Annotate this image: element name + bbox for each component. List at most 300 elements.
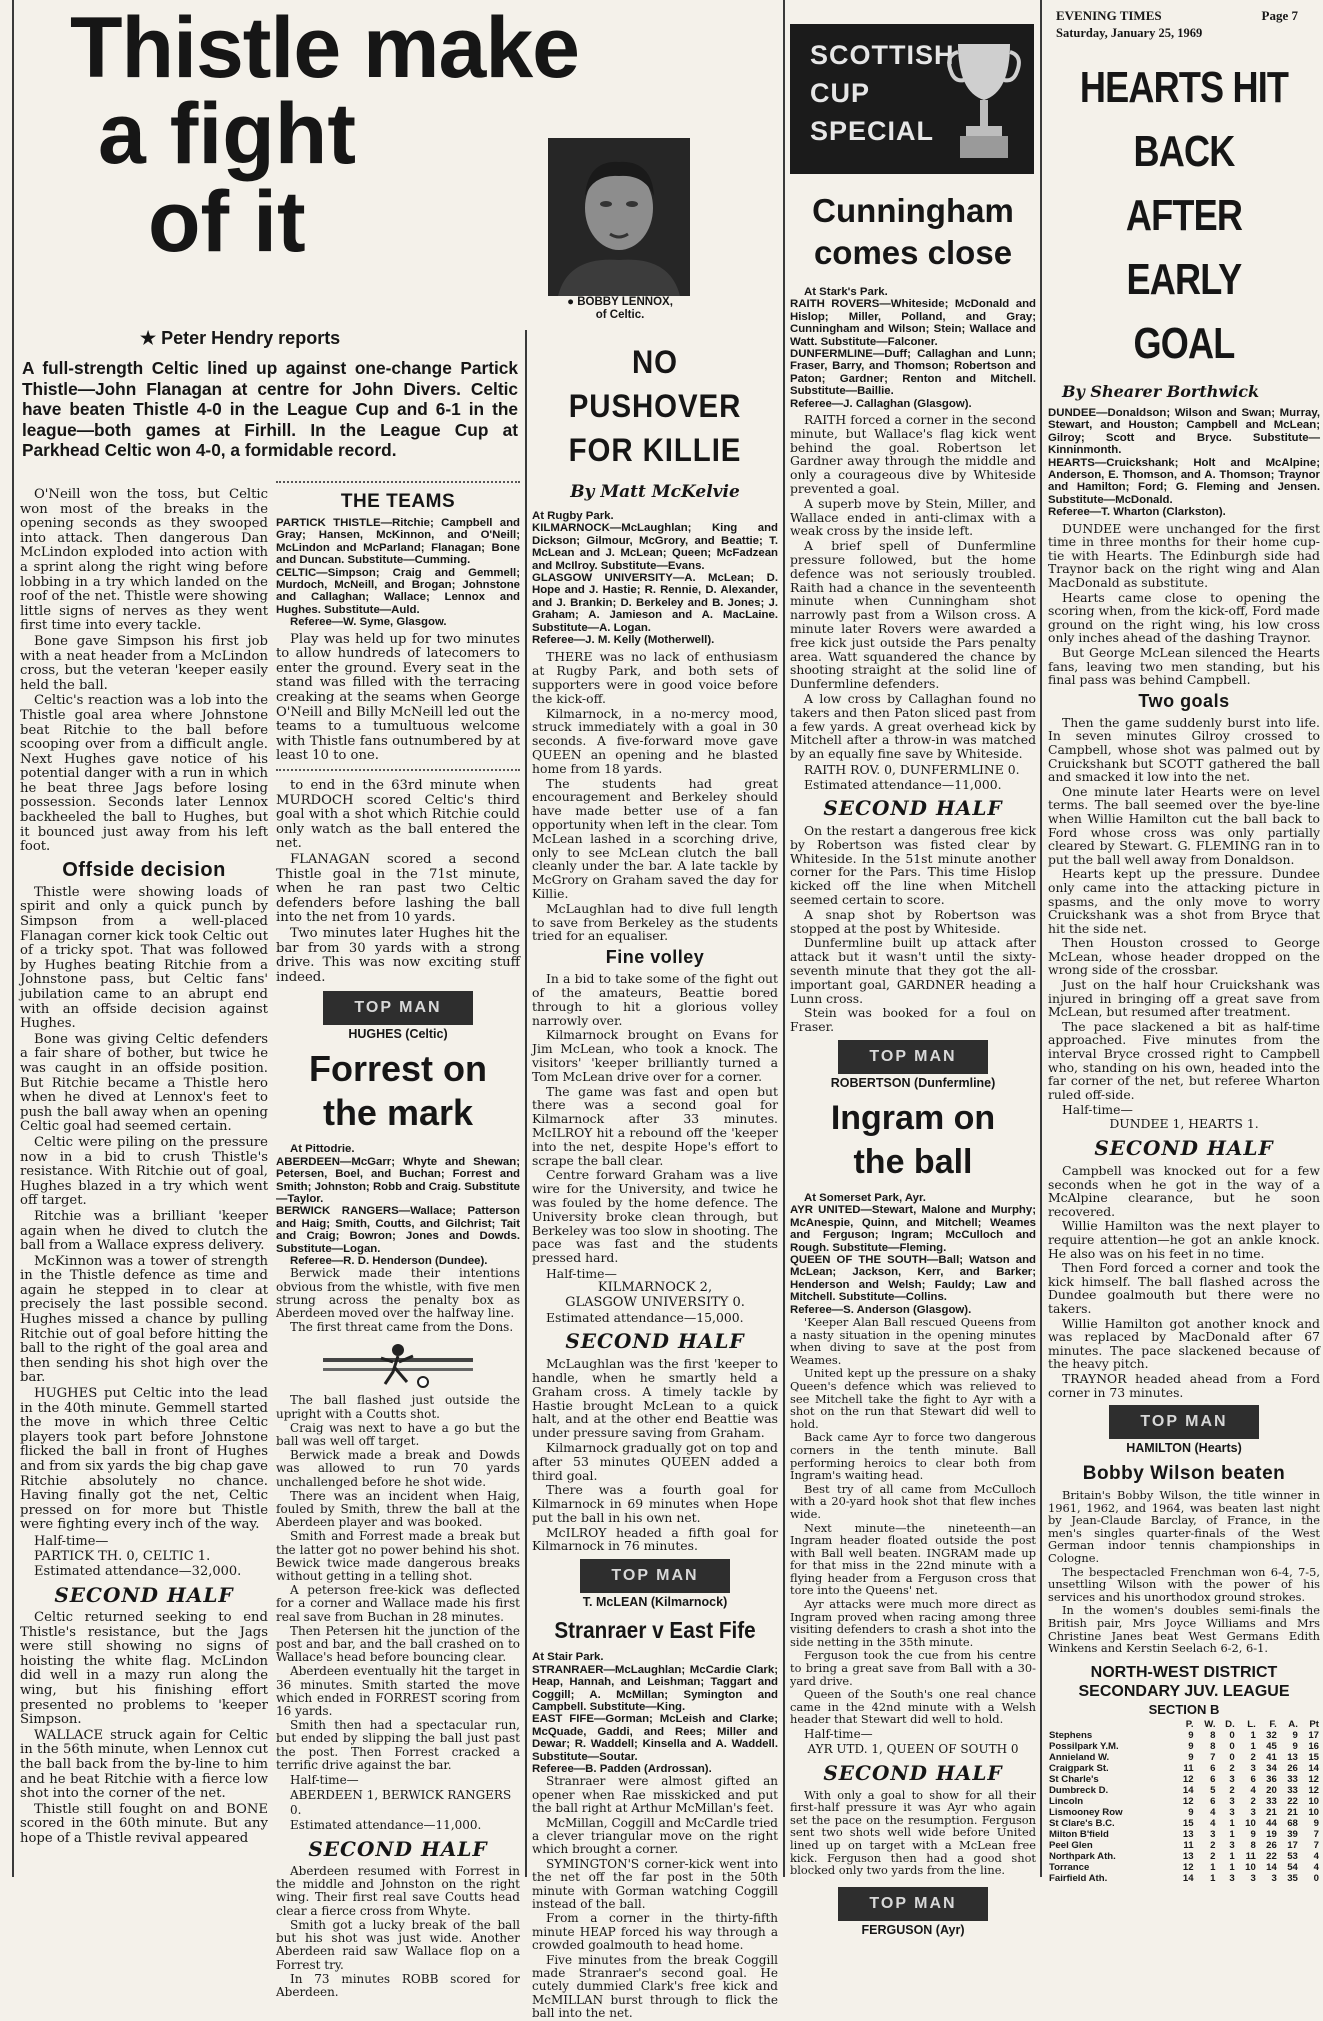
headline-line: Ingram on xyxy=(830,1098,996,1137)
article-paragraph: Berwick made their intentions obvious from the whistle, with five men strung across the penalty box as Aberdeen moved over the halfway line. xyxy=(276,1266,520,1320)
article-paragraph: TRAYNOR headed ahead from a Ford corner in 73 minutes. xyxy=(1048,1370,1320,1400)
stat-cell: 3 xyxy=(1271,1872,1277,1884)
article-paragraph: FLANAGAN scored a second Thistle goal in the 71st minute, when he ran past two Celtic defenders before lashing the ball into the net from 10 yards. xyxy=(276,851,520,926)
team-name: CELTIC xyxy=(276,566,317,579)
lineup-dunfermline xyxy=(790,348,1036,398)
headline-line: Thistle make xyxy=(70,0,579,96)
halftime-score: KILMARNOCK 2, xyxy=(597,1279,713,1295)
article-paragraph: Willie Hamilton got another knock and was replaced by MacDonald after 67 minutes. The pace slackened because of the heavy pitch. xyxy=(1048,1315,1320,1372)
stat-cell: 53 xyxy=(1287,1850,1298,1862)
article-paragraph: Hearts came close to opening the scoring when, from the kick-off, Ford made ground on the right wing, his low cross only inches ahead of the dashing Traynor. xyxy=(1048,589,1320,646)
top-man-name: T. McLEAN (Kilmarnock) xyxy=(582,1595,728,1610)
halftime-label: Half-time— xyxy=(290,1773,359,1788)
masthead-date: Saturday, January 25, 1969 xyxy=(1056,26,1203,40)
stat-cell: 20 xyxy=(1266,1784,1277,1796)
team-cell: Lismooney Row xyxy=(1049,1806,1123,1818)
cunningham-headline xyxy=(790,190,1036,274)
crosshead: Two goals xyxy=(1138,690,1230,711)
article-paragraph: Bone gave Simpson his first job with a neat header from a McLindon cross, but the veteran 'keeper easily held the ball. xyxy=(20,633,268,693)
venue: At Rugby Park. xyxy=(532,510,614,522)
article-paragraph: to end in the 63rd minute when MURDOCH scored Celtic's third goal with a shot which Ritchie could only watch as the ball entered the net. xyxy=(276,778,520,852)
article-paragraph: THERE was no lack of enthusiasm at Rugby Park, and both sets of supporters were in good voice before the kick-off. xyxy=(532,649,778,706)
referee: Referee—J. M. Kelly (Motherwell). xyxy=(532,634,715,647)
league-column-header xyxy=(1048,1719,1174,1730)
headline-line: EARLY GOAL xyxy=(1126,255,1242,368)
top-man-name: HUGHES (Celtic) xyxy=(348,1027,448,1042)
attendance: Estimated attendance—11,000. xyxy=(290,1818,482,1833)
article-paragraph: Kilmarnock gradually got on top and after 53 minutes QUEEN added a third goal. xyxy=(532,1439,778,1483)
halftime-label: Half-time— xyxy=(804,1727,873,1741)
table-row xyxy=(1048,1774,1320,1785)
stat-cell: 6 xyxy=(1210,1762,1216,1774)
team-players: —A. McLean; D. Hope and J. Hastie; R. Rennie, D. Alexander, and J. Brankin; D. Berkeley and B. Jones; J. Graham; A. Jamieson and A. MacLaine. Substitute—A. Logan. xyxy=(532,572,778,634)
crosshead: Fine volley xyxy=(605,947,705,968)
article-paragraph: WALLACE struck again for Celtic in the 56th minute, when Lennox cut the ball back from the by-line to him and he beat Ritchie with a fierce low shot into the corner of the net. xyxy=(20,1727,268,1802)
team-name: STRANRAER xyxy=(532,1663,604,1676)
article-paragraph: The students had great encouragement and Berkeley should have made better use of a fan opportunity when left in the clear. Tom McLean lashed in a scorching drive, only to see McLean clutch the ball cleanly under the bar. A late tackle by McGrory on Graham saved the day for Killie. xyxy=(532,775,778,902)
stat-cell: 3 xyxy=(1250,1806,1256,1818)
venue: At Stair Park. xyxy=(532,1651,604,1664)
second-half-head: SECOND HALF xyxy=(1094,1136,1274,1160)
stat-cell: 34 xyxy=(1266,1762,1277,1774)
stat-cell: 2 xyxy=(1210,1850,1216,1862)
article-paragraph: But George McLean silenced the Hearts fans, leaving two men standing, but his final pass was behind Campbell. xyxy=(1048,645,1320,688)
table-row xyxy=(1048,1796,1320,1807)
stat-cell: 13 xyxy=(1287,1751,1298,1763)
article-paragraph: RAITH forced a corner in the second minute, but Wallace's flag kick went behind the goal. Robertson let Gardner away through the middle and only a courageous dive by Whiteside prevented a goal. xyxy=(790,412,1036,497)
article-paragraph: One minute later Hearts were on level terms. The ball seemed over the bye-line when Willie Hamilton cut the ball back to Ford whose cross was only partially cleared by Stewart. G. FLEMING ran in to put the ball well away from Donaldson. xyxy=(1048,783,1320,867)
stat-cell: 12 xyxy=(1182,1861,1194,1873)
stat-cell: 3 xyxy=(1229,1773,1235,1785)
article-paragraph: With only a goal to show for all their first-half pressure it was Ayr who again set the pace on the resumption. Ferguson sent two shots well wide before United lined up on target with a McLean free kick. Ferguson then had a good shot blocked only two yards from the line. xyxy=(790,1787,1036,1878)
article-paragraph: A peterson free-kick was deflected for a corner and Wallace made his first real save from Buchan in 28 minutes. xyxy=(276,1583,520,1624)
team-name: KILMARNOCK xyxy=(532,522,610,535)
table-row xyxy=(1048,1840,1320,1851)
article-paragraph: Then Houston crossed to George McLean, whose header dropped on the wrong side of the crossbar. xyxy=(1048,935,1320,978)
stat-cell: 11 xyxy=(1245,1850,1256,1862)
stat-cell: 68 xyxy=(1287,1817,1298,1829)
stat-cell: 13 xyxy=(1182,1828,1194,1840)
referee: Referee—T. Wharton (Clarkston). xyxy=(1048,506,1226,519)
stat-cell: 4 xyxy=(1313,1850,1319,1862)
headline-line: a fight xyxy=(98,86,356,182)
stat-cell: 5 xyxy=(1210,1784,1216,1796)
article-paragraph: In 73 minutes ROBB scored for Aberdeen. xyxy=(276,1971,520,1999)
stat-cell: 0 xyxy=(1229,1740,1235,1752)
lineup-berwick xyxy=(276,1205,520,1255)
article-paragraph: There was a fourth goal for Kilmarnock in 69 minutes when Hope put the ball in his own net. xyxy=(532,1482,778,1525)
stat-cell: 17 xyxy=(1287,1839,1298,1851)
cup-logo xyxy=(790,24,1034,174)
team-players: —Wallace; Patterson and Haig; Smith, Coutts, and Gilchrist; Tait and Craig; Bowron; Jones and Dowds. Substitute—Logan. xyxy=(276,1205,520,1255)
article-paragraph: Then Petersen hit the junction of the post and bar, and the ball crashed on to Wallace's head before bouncing clear. xyxy=(276,1623,520,1665)
article-paragraph: Celtic were piling on the pressure now in a bid to crush Thistle's resistance. With Ritchie out of goal, Hughes blazed in a try which went off target. xyxy=(20,1134,268,1209)
stat-cell: 1 xyxy=(1229,1850,1235,1862)
stat-cell: 9 xyxy=(1292,1740,1298,1752)
stat-cell: 22 xyxy=(1287,1795,1298,1807)
stat-cell: 14 xyxy=(1182,1784,1194,1796)
forrest-headline xyxy=(276,1047,520,1135)
stat-cell: 7 xyxy=(1210,1751,1216,1763)
article-paragraph: A low cross by Callaghan found no takers and then Paton sliced past from a few yards. A great overhead kick by Mitchell after a throw-in was matched by an equally fine save by Whiteside. xyxy=(790,691,1036,762)
cup-column xyxy=(790,190,1036,1937)
team-players: —Gorman; McLeish and Clarke; McQuade, Gaddi, and Rees; Miller and Dewar; R. Waddell; Kinsella and A. Waddell. Substitute—Soutar. xyxy=(532,1713,778,1763)
lineup-eastfife xyxy=(532,1713,778,1763)
second-half-head: SECOND HALF xyxy=(565,1329,745,1354)
stat-cell: 9 xyxy=(1188,1729,1194,1741)
stat-cell: 4 xyxy=(1250,1784,1256,1796)
stat-cell: 15 xyxy=(1308,1751,1319,1763)
article-paragraph: McLaughlan was the first 'keeper to handle, when he smartly held a Graham cross. A timely tackle by Hastie brought McLean to a quick halt, and at the other end Beattie was under pressure saving from Graham. xyxy=(532,1356,778,1441)
article-paragraph: A snap shot by Robertson was stopped at the post by Whiteside. xyxy=(790,906,1036,936)
stat-cell: 19 xyxy=(1266,1828,1277,1840)
headline-line: NO PUSHOVER xyxy=(568,344,742,424)
stat-cell: 2 xyxy=(1229,1784,1235,1796)
stat-cell: 10 xyxy=(1245,1817,1256,1829)
team-name: QUEEN OF THE SOUTH xyxy=(790,1253,927,1266)
venue: At Pittodrie. xyxy=(290,1143,355,1156)
halftime-label: Half-time— xyxy=(546,1265,617,1281)
stat-cell: 9 xyxy=(1250,1828,1256,1840)
article-paragraph: Kilmarnock, in a no-mercy mood, struck immediately with a goal in 30 seconds. A five-forward move gave QUEEN an opening and he blasted home from 18 yards. xyxy=(532,705,778,776)
team-cell: Craigpark St. xyxy=(1049,1762,1109,1774)
team-players: —Whiteside; McDonald and Hislop; Miller, Polland, and Gray; Cunningham and Wilson; Stein; Wallace and Watt. Substitute—Falconer. xyxy=(790,298,1036,348)
stat-cell: 8 xyxy=(1250,1839,1256,1851)
article-paragraph: Aberdeen resumed with Forrest in the middle and Johnston on the right wing. Their first real save Coutts head clear a fierce cross from Whyte. xyxy=(276,1864,520,1918)
article-paragraph: A brief spell of Dunfermline pressure followed, but the home defence was not seriously troubled. Raith had a chance in the seventeenth minute when Cunningham shot narrowly past from a Wilson cross. A minute later Rovers were awarded a free kick just outside the Pars penalty area. Watt squandered the chance by shooting straight at the solid line of Dunfermline defenders. xyxy=(790,538,1036,692)
stat-cell: 12 xyxy=(1308,1784,1319,1796)
stat-cell: 35 xyxy=(1287,1872,1298,1884)
column-rule xyxy=(525,330,527,1877)
top-man-badge: TOP MAN xyxy=(838,1040,988,1074)
stat-cell: 16 xyxy=(1308,1740,1319,1752)
stat-cell: 12 xyxy=(1308,1773,1319,1785)
article-paragraph: Ritchie was a brilliant 'keeper again when he dived to clutch the ball from a Wallace express delivery. xyxy=(20,1208,268,1254)
team-name: DUNDEE xyxy=(1048,407,1097,419)
table-row xyxy=(1048,1807,1320,1818)
column-rule xyxy=(12,0,14,1877)
stat-cell: 3 xyxy=(1229,1806,1235,1818)
article-paragraph: McMillan, Coggill and McCardle tried a clever triangular move on the right which brought a corner. xyxy=(532,1815,778,1857)
article-paragraph: McILROY headed a fifth goal for Kilmarnock in 76 minutes. xyxy=(532,1524,778,1554)
killie-byline: By Matt McKelvie xyxy=(570,482,740,502)
stat-cell: 26 xyxy=(1266,1839,1277,1851)
article-paragraph: Centre forward Graham was a live wire for the University, and twice he was fouled by the home defence. The University broke clean through, but Berkeley was too slow in shooting. The pace was fast and the students pressed hard. xyxy=(532,1167,778,1266)
article-paragraph: McKinnon was a tower of strength in the Thistle defence as time and again he stepped in to clear at precisely the last possible second. Hughes missed a chance by pulling Ritchie out of goal before hitting the ball to the right of the goal area and then sending his shot high over the bar. xyxy=(20,1253,268,1386)
article-paragraph: O'Neill won the toss, but Celtic won most of the breaks in the opening seconds as they swooped into attack. Then dangerous Dan McLindon exploded into action with a sprint along the right wing before lobbing in a try which landed on the roof of the net. Thistle were showing little signs of nerves as they went first time into every tackle. xyxy=(20,487,268,634)
lineup-hearts xyxy=(1048,457,1320,507)
article-paragraph: Berwick made a break and Dowds was allowed to run 70 yards unchallenged before he shot wide. xyxy=(276,1448,520,1489)
attendance: Estimated attendance—15,000. xyxy=(546,1310,744,1326)
table-row xyxy=(1048,1829,1320,1840)
team-name: RAITH ROVERS xyxy=(790,298,880,311)
intro-paragraph: A full-strength Celtic lined up against one-change Partick Thistle—John Flanagan at centre for John Divers. Celtic have beaten Thistle 4-0 in the League Cup and 6-1 in the league—both games at Firhill. In the League Cup at Parkhead Celtic won 4-0, a formidable record. xyxy=(22,358,518,461)
article-paragraph: HUGHES put Celtic into the lead in the 40th minute. Gemmell started the move in which three Celtic players took part before Johnstone flicked the ball in front of Hughes and from six yards the big chap gave Ritchie absolutely no chance. Having finally got the net, Celtic pressed on for more but Thistle were fighting every inch of the way. xyxy=(20,1386,268,1533)
stat-cell: 3 xyxy=(1229,1839,1235,1851)
halftime-score: PARTICK TH. 0, CELTIC 1. xyxy=(34,1548,211,1564)
article-paragraph: Smith then had a spectacular run, but ended by slipping the ball just past the post. Then Forrest cracked a terrific drive against the bar. xyxy=(276,1718,520,1772)
stat-cell: 1 xyxy=(1229,1861,1235,1873)
referee: Referee—R. D. Henderson (Dundee). xyxy=(290,1254,488,1267)
stat-cell: 9 xyxy=(1188,1751,1194,1763)
article-paragraph: Best try of all came from McCulloch with a 20-yard hook shot that flew inches wide. xyxy=(790,1481,1036,1521)
stat-cell: 3 xyxy=(1229,1872,1235,1884)
stat-cell: 14 xyxy=(1182,1872,1194,1884)
stat-cell: 2 xyxy=(1250,1751,1256,1763)
headline-line: Cunningham xyxy=(812,192,1014,229)
team-name: EAST FIFE xyxy=(532,1713,594,1726)
top-man-badge: TOP MAN xyxy=(323,991,473,1025)
logo-line: SCOTTISH xyxy=(810,40,955,70)
table-row xyxy=(1048,1785,1320,1796)
article-paragraph: 'Keeper Alan Ball rescued Queens from a nasty situation in the opening minutes when diving to save at the post from Weames. xyxy=(790,1315,1036,1367)
league-column-header: W. xyxy=(1204,1718,1216,1730)
headline-line: BACK AFTER xyxy=(1125,127,1243,240)
article-paragraph: Back came Ayr to force two dangerous corners in the tenth minute. Ball performing heroics to clear both from Ingram's waiting head. xyxy=(790,1430,1036,1483)
stat-cell: 22 xyxy=(1266,1850,1277,1862)
league-column-header: P. xyxy=(1185,1718,1194,1730)
article-paragraph: The first threat came from the Dons. xyxy=(290,1320,514,1335)
team-players: —Ball; Watson and McLean; Jackson, Kerr, and Barker; Henderson and Welsh; Fauldy; Law and Mitchell. Substitute—Collins. xyxy=(790,1253,1036,1304)
table-row xyxy=(1048,1730,1320,1741)
stat-cell: 39 xyxy=(1287,1828,1298,1840)
lineup-raith xyxy=(790,298,1036,348)
team-name: HEARTS xyxy=(1048,456,1095,469)
stat-cell: 1 xyxy=(1210,1872,1216,1884)
halftime-score: GLASGOW UNIVERSITY 0. xyxy=(565,1294,745,1310)
stat-cell: 26 xyxy=(1287,1762,1298,1774)
stat-cell: 4 xyxy=(1313,1861,1319,1873)
lineup-ayr xyxy=(790,1204,1036,1254)
team-players: —Ritchie; Campbell and Gray; Hansen, McKinnon, and O'Neill; McLindon and McParland; Flanagan; Bone and Duncan. Substitute—Cumming. xyxy=(276,517,521,567)
stat-cell: 10 xyxy=(1308,1806,1319,1818)
team-players: —Simpson; Craig and Gemmell; Murdoch, McNeill, and Brogan; Johnstone and Callaghan; Wallace; Lennox and Hughes. Substitute—Auld. xyxy=(276,566,520,616)
stat-cell: 9 xyxy=(1188,1740,1194,1752)
lineup-qos xyxy=(790,1254,1036,1304)
stat-cell: 54 xyxy=(1287,1861,1298,1873)
stat-cell: 13 xyxy=(1182,1850,1194,1862)
article-paragraph: Thistle were showing loads of spirit and only a quick punch by Simpson from a well-placed Flanagan corner kick took Celtic out of a tricky spot. That was followed by Hughes beating Ritchie from a Johnstone pass, but Celtic fans' jubilation came to an abrupt end with an offside decision against Hughes. xyxy=(20,884,268,1032)
lineup-kilmarnock xyxy=(532,522,778,572)
headline-line: of it xyxy=(148,174,306,270)
stat-cell: 17 xyxy=(1308,1729,1319,1741)
stat-cell: 10 xyxy=(1245,1861,1256,1873)
article-paragraph: Stranraer were almost gifted an opener when Rae misskicked and put the ball right at Arthur McMillan's feet. xyxy=(532,1774,778,1816)
lennox-caption xyxy=(540,296,700,322)
article-paragraph: McLaughlan had to dive full length to save from Berkeley as the students tried for an equaliser. xyxy=(532,900,778,944)
stat-cell: 1 xyxy=(1229,1828,1235,1840)
venue: At Stark's Park. xyxy=(804,286,888,298)
article-paragraph: Kilmarnock brought on Evans for Jim McLean, who took a knock. The visitors' 'keeper brilliantly turned a Tom McLean drive over for a corner. xyxy=(532,1027,778,1084)
column-rule xyxy=(783,0,785,1877)
stat-cell: 1 xyxy=(1250,1740,1256,1752)
stat-cell: 8 xyxy=(1210,1740,1216,1752)
stat-cell: 6 xyxy=(1250,1773,1256,1785)
crosshead: Offside decision xyxy=(62,858,226,881)
second-half-head: SECOND HALF xyxy=(823,795,1003,820)
divider xyxy=(276,769,520,774)
stat-cell: 4 xyxy=(1210,1806,1216,1818)
second-half-head: SECOND HALF xyxy=(308,1837,488,1862)
league-body xyxy=(1048,1730,1320,1884)
headline-line: the ball xyxy=(853,1142,973,1181)
cup-logo-text xyxy=(810,36,955,150)
team-name: PARTICK THISTLE xyxy=(276,517,381,529)
article-paragraph: Smith got a lucky break of the ball but his shot was just wide. Another Aberdeen raid saw Wallace flop on a Forrest try. xyxy=(276,1917,520,1972)
article-paragraph: In the women's doubles semi-finals the British pair, Mrs Joyce Williams and Mrs Christine Janes beat West Germans Edith Winkens and Kerstin Seelach 6-2, 6-1. xyxy=(1048,1603,1320,1656)
top-man-name: FERGUSON (Ayr) xyxy=(861,1922,965,1937)
article-paragraph: Play was held up for two minutes to allow hundreds of latecomers to enter the ground. Every seat in the stand was filled with the terracing creaking at the seams when George O'Neill and Billy McNeill led out the teams to a tumultuous welcome with Thistle fans outnumbered by at least 10 to one. xyxy=(276,631,520,764)
article-paragraph: Stein was booked for a foul on Fraser. xyxy=(790,1005,1036,1035)
stat-cell: 14 xyxy=(1266,1861,1277,1873)
lineup-glasgow xyxy=(532,572,778,634)
halftime-score: DUNDEE 1, HEARTS 1. xyxy=(1109,1116,1259,1132)
article-paragraph: Bone was giving Celtic defenders a fair share of bother, but twice he was caught in an offside position. But Ritchie became a Thistle hero when he dived at Lennox's feet to push the ball away when an opening Celtic goal had seemed certain. xyxy=(20,1031,268,1135)
article-paragraph: Hearts kept up the pressure. Dundee only came into the attacking picture in spasms, and the only move to worry Cruickshank was a shot from Bryce that hit the side net. xyxy=(1048,866,1320,936)
article-paragraph: The bespectacled Frenchman won 6-4, 7-5, unsettling Wilson with the power of his services and his unorthodox ground strokes. xyxy=(1048,1564,1320,1604)
stat-cell: 2 xyxy=(1229,1762,1235,1774)
stat-cell: 33 xyxy=(1287,1773,1298,1785)
hearts-byline: By Shearer Borthwick xyxy=(1062,382,1260,401)
league-column-header: L. xyxy=(1247,1718,1256,1730)
stat-cell: 33 xyxy=(1266,1795,1277,1807)
stat-cell: 6 xyxy=(1210,1795,1216,1807)
team-cell: Lincoln xyxy=(1049,1795,1084,1807)
second-half-head: SECOND HALF xyxy=(54,1582,234,1607)
article-paragraph: Five minutes from the break Coggill made Stranraer's second goal. He cutely dummied Clark's free kick and McMILLAN burst through to flick the ball into the net. xyxy=(532,1952,778,2021)
team-cell: Dumbreck D. xyxy=(1049,1784,1109,1796)
article-paragraph: Craig was next to have a go but the ball was well off target. xyxy=(276,1420,520,1448)
team-cell: Possilpark Y.M. xyxy=(1049,1740,1119,1752)
table-row xyxy=(1048,1818,1320,1829)
league-column-header: F. xyxy=(1269,1718,1277,1730)
team-name: DUNFERMLINE xyxy=(790,348,873,361)
attendance: Estimated attendance—11,000. xyxy=(804,776,1002,792)
stat-cell: 32 xyxy=(1266,1729,1277,1741)
stat-cell: 3 xyxy=(1250,1762,1256,1774)
page-number: Page 7 xyxy=(1261,8,1298,23)
league-section: SECTION B xyxy=(1148,1701,1220,1717)
halftime-label: Half-time— xyxy=(34,1533,109,1549)
article-paragraph: Thistle still fought on and BONE scored in the 60th minute. But any hope of a Thistle revival appeared xyxy=(20,1801,268,1846)
article-paragraph: Then Ford forced a corner and took the kick himself. The ball flashed across the Dundee goalmouth but there were no takers. xyxy=(1048,1260,1320,1316)
article-paragraph: DUNDEE were unchanged for the first time in three months for their home cup-tie with Hearts. The Edinburgh side had Traynor back on the right wing and Alan MacDonald as substitute. xyxy=(1048,520,1320,591)
article-paragraph: On the restart a dangerous free kick by Robertson was fisted clear by Whiteside. In the 51st minute another corner for the Pars. This time Hislop kicked off the line when Mitchell seemed certain to score. xyxy=(790,822,1036,907)
stat-cell: 14 xyxy=(1308,1762,1319,1774)
table-row xyxy=(1048,1752,1320,1763)
team-cell: Milton B'field xyxy=(1049,1828,1109,1840)
footballer-icon xyxy=(323,1338,473,1390)
table-row xyxy=(1048,1862,1320,1873)
hearts-headline xyxy=(1072,56,1295,376)
logo-line: SPECIAL xyxy=(810,116,935,146)
caption-line: of Celtic. xyxy=(595,309,645,321)
referee: Referee—B. Padden (Ardrossan). xyxy=(532,1762,712,1775)
article-paragraph: Next minute—the nineteenth—an Ingram header floated outside the post with Ball well beaten. INGRAM made up for that miss in the 22nd minute with a flying header from a Ferguson cross that tore into the Queens' net. xyxy=(790,1520,1036,1598)
team-name: GLASGOW UNIVERSITY xyxy=(532,572,673,585)
stat-cell: 8 xyxy=(1210,1729,1216,1741)
venue: At Somerset Park, Ayr. xyxy=(804,1191,926,1204)
table-row xyxy=(1048,1851,1320,1862)
stat-cell: 21 xyxy=(1287,1806,1298,1818)
team-name: ABERDEEN xyxy=(276,1155,340,1168)
article-paragraph: SYMINGTON'S corner-kick went into the net off the far post in the 50th minute with Gorman watching Coggill instead of the ball. xyxy=(532,1856,778,1911)
paper-name: EVENING TIMES xyxy=(1056,8,1162,23)
article-paragraph: Willie Hamilton was the next player to require attention—he got an ankle knock. He also was on his feet in no time. xyxy=(1048,1218,1320,1261)
thistle-intro xyxy=(22,358,518,461)
ingram-headline xyxy=(790,1096,1036,1184)
stat-cell: 0 xyxy=(1229,1751,1235,1763)
stat-cell: 3 xyxy=(1210,1828,1216,1840)
team-players: —McGarr; Whyte and Shewan; Petersen, Boel, and Buchan; Forrest and Smith; Johnston; Robb and Craig. Substitute—Taylor. xyxy=(276,1155,520,1205)
article-paragraph: Ayr attacks were much more direct as Ingram proved when racing among three visiting defenders to crash a shot into the side netting in the 35th minute. xyxy=(790,1597,1036,1649)
article-paragraph: The game was fast and open but there was a second goal for Kilmarnock after 33 minutes. McILROY hit a rebound off the 'keeper into the net, despite Hope's effort to scrape the ball clear. xyxy=(532,1083,778,1168)
team-name: AYR UNITED xyxy=(790,1204,861,1217)
team-name: BERWICK RANGERS xyxy=(276,1205,399,1218)
league-column-header: A. xyxy=(1288,1718,1298,1730)
stat-cell: 9 xyxy=(1292,1729,1298,1741)
headline-line: FOR KILLIE xyxy=(568,432,742,468)
team-players: —McLaughlan; King and Dickson; Gilmour, McGrory, and Beattie; T. McLean and J. McLean; Queen; McFadzean and McIlroy. Substitute—Evans. xyxy=(532,522,778,572)
article-paragraph: The ball flashed just outside the upright with a Coutts shot. xyxy=(276,1393,520,1421)
article-paragraph: Queen of the South's one real chance came in the 42nd minute with a Welsh header that Stewart did well to hold. xyxy=(790,1687,1036,1727)
article-paragraph: A superb move by Stein, Miller, and Wallace ended in anti-climax with a weak cross by the inside left. xyxy=(790,495,1036,539)
stat-cell: 12 xyxy=(1182,1773,1194,1785)
title-line: NORTH-WEST DISTRICT xyxy=(1090,1663,1278,1681)
lineup-aberdeen xyxy=(276,1156,520,1206)
stat-cell: 3 xyxy=(1229,1795,1235,1807)
stat-cell: 1 xyxy=(1250,1729,1256,1741)
lineup-stranraer xyxy=(532,1664,778,1714)
referee: Referee—W. Syme, Glasgow. xyxy=(290,616,447,629)
article-paragraph: Then the game suddenly burst into life. In seven minutes Gilroy crossed to Campbell, whose shot was palmed out by Cruickshank but SCOTT gathered the ball and smacked it low into the net. xyxy=(1048,714,1320,785)
caption-line: ● BOBBY LENNOX, xyxy=(567,296,673,308)
referee: Referee—S. Anderson (Glasgow). xyxy=(790,1303,972,1316)
stat-cell: 7 xyxy=(1313,1839,1319,1851)
stranraer-headline: Stranraer v East Fife xyxy=(554,1617,756,1644)
stat-cell: 7 xyxy=(1313,1828,1319,1840)
stat-cell: 15 xyxy=(1182,1817,1194,1829)
article-paragraph: Campbell was knocked out for a few seconds when he got in the way of a McAlpine clearance, but he soon recovered. xyxy=(1048,1163,1320,1219)
team-players: —McLaughlan; McCardie Clark; Heap, Hannah, and Leishman; Taggart and Coggill; A. McMillan; Symington and Campbell. Substitute—King. xyxy=(532,1663,778,1713)
article-paragraph: Just on the half hour Cruickshank was injured in bringing off a great save from McLean, but resumed after treatment. xyxy=(1048,977,1320,1020)
article-paragraph: Aberdeen eventually hit the target in 36 minutes. Smith started the move which ended in FORREST scoring from 16 yards. xyxy=(276,1664,520,1719)
hearts-column xyxy=(1048,56,1320,1884)
article-paragraph: Two minutes later Hughes hit the bar from 30 yards with a strong drive. This was now exciting stuff indeed. xyxy=(276,925,520,985)
stat-cell: 3 xyxy=(1250,1872,1256,1884)
second-half-head: SECOND HALF xyxy=(823,1760,1003,1785)
team-players: —Duff; Callaghan and Lunn; Fraser, Barry, and Thomson; Robertson and Paton; Gardner; Renton and Mitchell. Substitute—Baillie. xyxy=(790,348,1036,398)
stat-cell: 36 xyxy=(1266,1773,1277,1785)
league-header-row xyxy=(1048,1719,1320,1730)
attendance: Estimated attendance—32,000. xyxy=(34,1563,242,1579)
article-paragraph: In a bid to take some of the fight out of the amateurs, Beattie bored through to hit a glorious volley narrowly over. xyxy=(532,971,778,1028)
masthead xyxy=(1056,8,1318,41)
top-man-badge: TOP MAN xyxy=(1109,1405,1259,1439)
lineup-dundee xyxy=(1048,407,1320,457)
article-paragraph: Ferguson took the cue from his centre to bring a great save from Ball with a 30-yard drive. xyxy=(790,1648,1036,1688)
top-man-name: ROBERTSON (Dunfermline) xyxy=(830,1075,996,1090)
portrait-icon xyxy=(548,138,690,296)
masthead-row xyxy=(1056,8,1318,24)
stat-cell: 1 xyxy=(1229,1817,1235,1829)
team-cell: St Clare's B.C. xyxy=(1049,1817,1115,1829)
stat-cell: 2 xyxy=(1250,1795,1256,1807)
stat-cell: 9 xyxy=(1313,1817,1319,1829)
team-players: —Cruickshank; Holt and McAlpine; Anderson, E. Thomson, and A. Thomson; Traynor and Hamilton; Ford; G. Fleming and Jensen. Substitute—McDonald. xyxy=(1048,456,1320,506)
team-cell: St Charle's xyxy=(1049,1773,1099,1785)
thistle-byline: ★ Peter Hendry reports xyxy=(140,328,341,348)
